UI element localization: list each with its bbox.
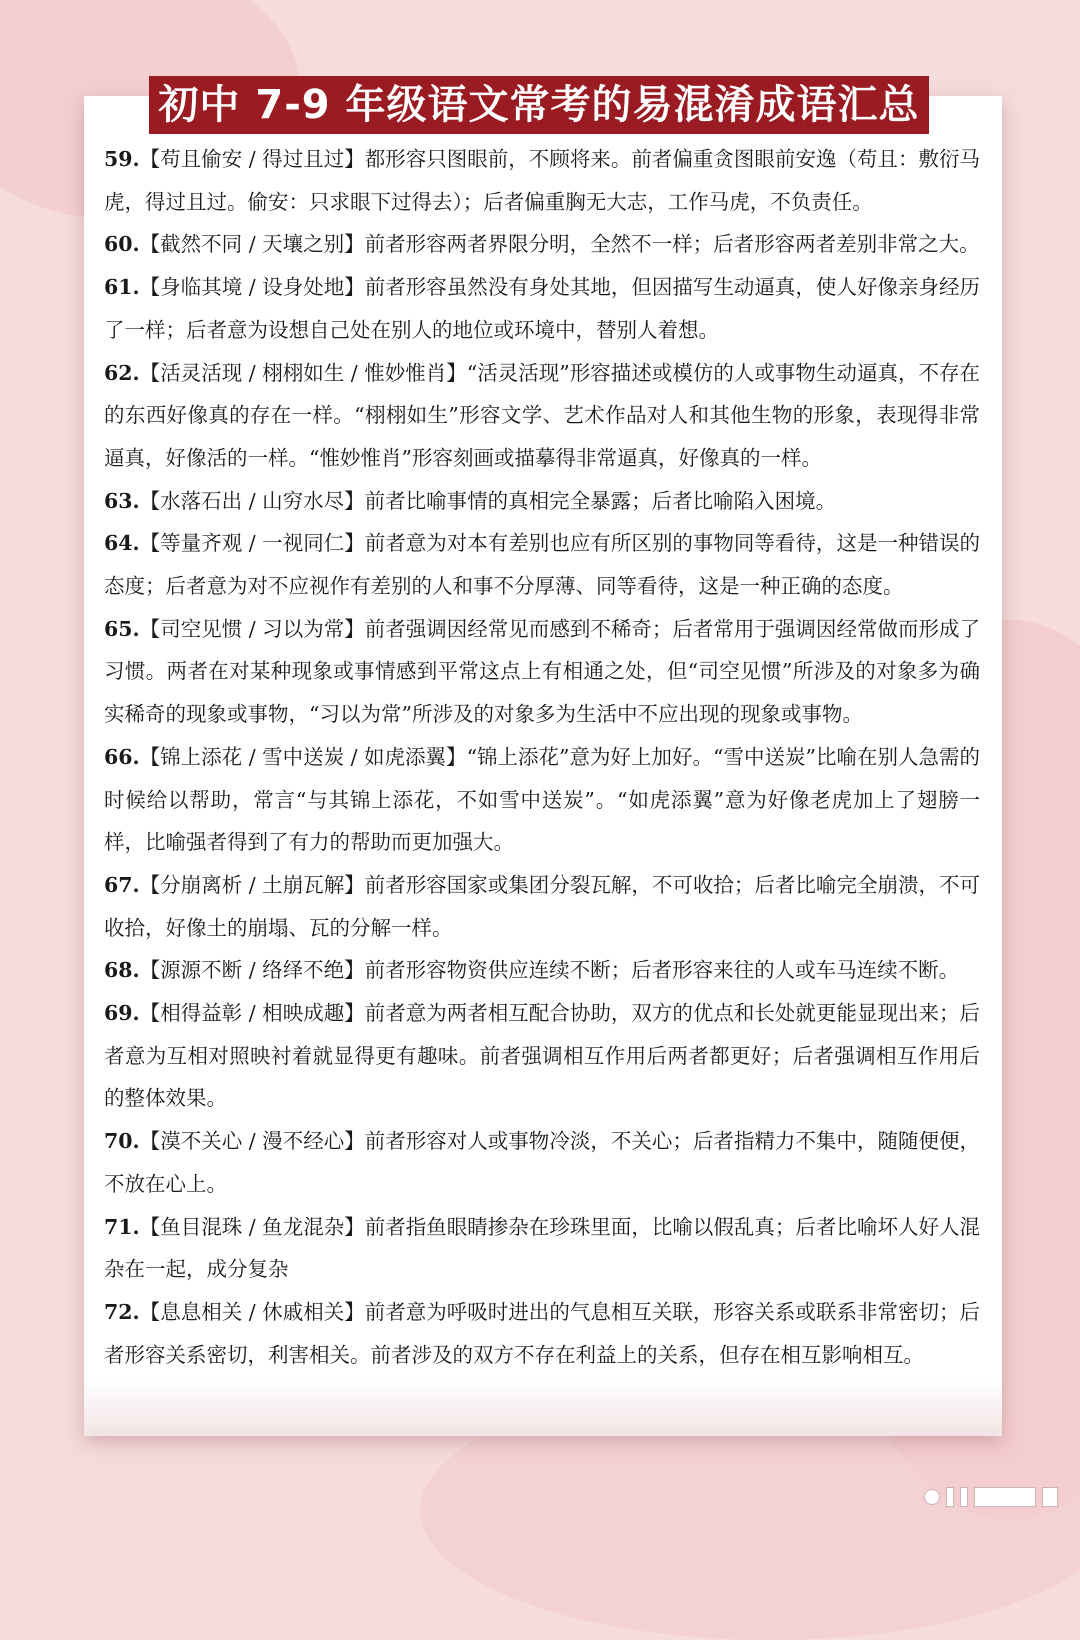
list-item — [104, 992, 980, 1120]
entry-explanation: 前者指鱼眼睛掺杂在珍珠里面，比喻以假乱真；后者比喻坏人好人混杂在一起，成分复杂 — [104, 1214, 980, 1282]
entry-number: 69. — [104, 1001, 140, 1026]
list-item — [104, 1206, 980, 1291]
list-item — [104, 864, 980, 949]
entry-number: 64. — [104, 531, 140, 556]
entry-explanation: 前者意为对本有差别也应有所区别的事物同等看待，这是一种错误的态度；后者意为对不应视作有差别的人和事不分厚薄、同等看待，这是一种正确的态度。 — [104, 531, 980, 599]
entry-idioms: 【漠不关心 / 漫不经心】 — [139, 1129, 365, 1154]
entry-number: 67. — [104, 872, 140, 897]
entry-explanation: 前者形容虽然没有身处其地，但因描写生动逼真，使人好像亲身经历了一样；后者意为设想自己处在别人的地位或环境中，替别人着想。 — [104, 275, 980, 342]
watermark-bar-icon — [946, 1487, 954, 1507]
entry-idioms: 【相得益彰 / 相映成趣】 — [139, 1001, 365, 1026]
page-title: 初中 7-9 年级语文常考的易混淆成语汇总 — [149, 76, 929, 134]
entry-number: 71. — [104, 1214, 140, 1239]
entry-number: 59. — [104, 147, 140, 171]
entry-idioms: 【截然不同 / 天壤之别】 — [139, 232, 365, 257]
watermark-bar-icon — [974, 1487, 1036, 1507]
list-item — [104, 223, 980, 266]
list-item — [104, 266, 980, 351]
entry-explanation: 前者形容对人或事物冷淡，不关心；后者指精力不集中，随随便便，不放在心上。 — [104, 1129, 980, 1196]
entry-explanation: 前者强调因经常见而感到不稀奇；后者常用于强调因经常做而形成了习惯。两者在对某种现象或事情感到平常这点上有相通之处，但“司空见惯”所涉及的对象多为确实稀奇的现象或事物，“习以为常”所涉及的对象多为生活中不应出现的现象或事物。 — [104, 616, 980, 727]
entry-explanation: 前者意为两者相互配合协助，双方的优点和长处就更能显现出来；后者意为互相对照映衬着就显得更有趣味。前者强调相互作用后两者都更好；后者强调相互作用后的整体效果。 — [104, 1001, 980, 1111]
entry-number: 72. — [104, 1299, 140, 1324]
watermark-bar-icon — [1042, 1487, 1058, 1507]
entry-number: 62. — [104, 360, 140, 385]
entry-explanation: “锦上添花”意为好上加好。“雪中送炭”比喻在别人急需的时候给以帮助，常言“与其锦上添花，不如雪中送炭”。“如虎添翼”意为好像老虎加上了翅膀一样，比喻强者得到了有力的帮助而更加强大。 — [104, 744, 980, 855]
list-item — [104, 480, 980, 523]
list-item — [104, 736, 980, 864]
entry-idioms: 【等量齐观 / 一视同仁】 — [139, 531, 365, 556]
entry-number: 68. — [104, 958, 140, 983]
entry-explanation: 前者意为呼吸时进出的气息相互关联，形容关系或联系非常密切；后者形容关系密切，利害相关。前者涉及的双方不存在利益上的关系，但存在相互影响相互。 — [104, 1299, 980, 1367]
entry-idioms: 【活灵活现 / 栩栩如生 / 惟妙惟肖】 — [139, 360, 467, 385]
entry-explanation: 前者比喻事情的真相完全暴露；后者比喻陷入困境。 — [364, 488, 837, 513]
entry-idioms: 【息息相关 / 休戚相关】 — [139, 1299, 365, 1324]
idiom-list — [104, 138, 980, 1376]
entry-number: 70. — [104, 1129, 140, 1154]
list-item — [104, 1120, 980, 1205]
watermark-bar-icon — [960, 1487, 968, 1507]
entry-idioms: 【源源不断 / 络绎不绝】 — [139, 958, 365, 983]
entry-idioms: 【鱼目混珠 / 鱼龙混杂】 — [139, 1214, 365, 1239]
entry-idioms: 【苟且偷安 / 得过且过】 — [139, 147, 365, 171]
entry-idioms: 【水落石出 / 山穷水尽】 — [139, 488, 365, 513]
entry-explanation: 前者形容物资供应连续不断；后者形容来往的人或车马连续不断。 — [364, 958, 960, 983]
watermark-dot-icon — [924, 1489, 940, 1505]
entry-idioms: 【分崩离析 / 土崩瓦解】 — [139, 872, 365, 897]
entry-explanation: 前者形容两者界限分明，全然不一样；后者形容两者差别非常之大。 — [364, 232, 980, 257]
entry-number: 66. — [104, 744, 140, 769]
entry-explanation: 前者形容国家或集团分裂瓦解，不可收拾；后者比喻完全崩溃，不可收拾，好像土的崩塌、瓦的分解一样。 — [104, 872, 980, 940]
list-item — [104, 138, 980, 223]
entry-idioms: 【锦上添花 / 雪中送炭 / 如虎添翼】 — [139, 744, 467, 769]
entry-explanation: “活灵活现”形容描述或模仿的人或事物生动逼真，不存在的东西好像真的存在一样。“栩栩如生”形容文学、艺术作品对人和其他生物的形象，表现得非常逼真，好像活的一样。“惟妙惟肖”形容刻画或描摹得非常逼真，好像真的一样。 — [104, 360, 980, 470]
entry-idioms: 【身临其境 / 设身处地】 — [139, 275, 365, 300]
list-item — [104, 352, 980, 480]
watermark-logo — [858, 1486, 1058, 1508]
list-item — [104, 1291, 980, 1376]
entry-number: 60. — [104, 232, 140, 257]
entry-explanation: 都形容只图眼前，不顾将来。前者偏重贪图眼前安逸（苟且：敷衍马虎，得过且过。偷安：只求眼下过得去）；后者偏重胸无大志，工作马虎，不负责任。 — [104, 147, 980, 214]
entry-number: 61. — [104, 275, 140, 300]
entry-number: 65. — [104, 616, 140, 641]
list-item — [104, 522, 980, 607]
list-item — [104, 949, 980, 992]
entry-idioms: 【司空见惯 / 习以为常】 — [139, 616, 365, 641]
entry-number: 63. — [104, 488, 140, 513]
list-item — [104, 608, 980, 736]
